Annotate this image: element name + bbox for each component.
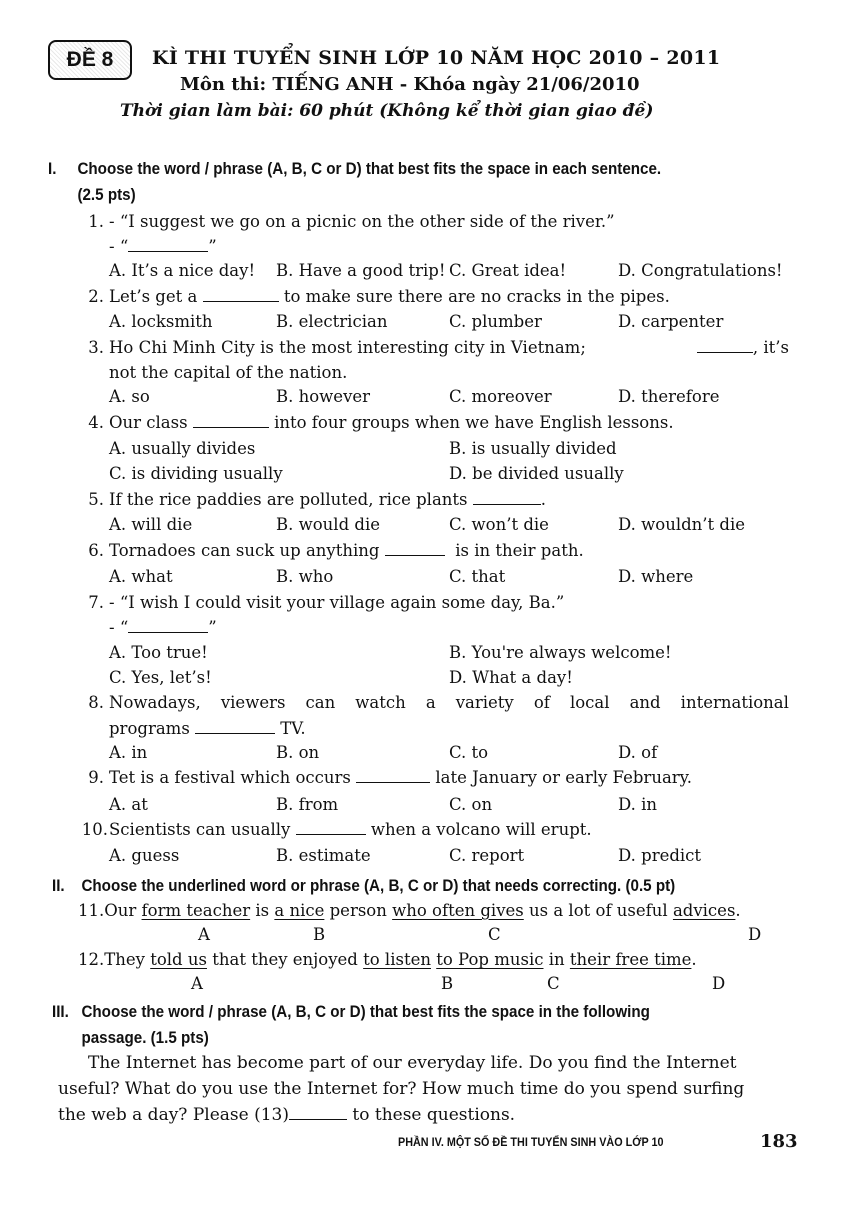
q11-letter-d: D <box>748 925 762 944</box>
q12-option-a[interactable]: told us <box>150 950 207 969</box>
section-1-heading: I. Choose the word / phrase (A, B, C or D) that best fits the space in each sentence. (2.5 pts) <box>48 160 662 204</box>
q5-option-d[interactable]: D. wouldn’t die <box>618 515 746 534</box>
q5-option-b[interactable]: B. would die <box>276 515 380 534</box>
answer-blank[interactable] <box>128 237 208 252</box>
q4-option-b[interactable]: B. is usually divided <box>449 439 617 458</box>
footer-label: PHẦN IV. MỘT SỐ ĐỀ THI TUYỂN SINH VÀO LỚP 10 <box>398 1135 664 1149</box>
q8-option-d[interactable]: D. of <box>618 743 658 762</box>
q11-option-b[interactable]: a nice <box>274 901 325 920</box>
q4-option-a[interactable]: A. usually divides <box>109 439 256 458</box>
q3-option-b[interactable]: B. however <box>276 387 371 406</box>
q6-option-a[interactable]: A. what <box>109 567 173 586</box>
q8-option-c[interactable]: C. to <box>449 743 489 762</box>
q2-option-c[interactable]: C. plumber <box>449 312 542 331</box>
answer-blank[interactable] <box>473 490 541 505</box>
q1-option-d[interactable]: D. Congratulations! <box>618 261 783 280</box>
exam-number-badge: ĐỀ 8 <box>48 40 132 80</box>
exam-time: Thời gian làm bài: 60 phút (Không kể thời gian giao đề) <box>120 101 654 121</box>
q2-option-d[interactable]: D. carpenter <box>618 312 724 331</box>
q7-option-b[interactable]: B. You're always welcome! <box>449 643 672 662</box>
q12-letter-d: D <box>712 974 726 993</box>
answer-blank[interactable] <box>296 820 366 835</box>
q2-option-a[interactable]: A. locksmith <box>109 312 213 331</box>
question-8-line2: programs TV. <box>109 719 306 738</box>
page-number: 183 <box>760 1131 798 1152</box>
q6-option-c[interactable]: C. that <box>449 567 506 586</box>
q7-option-d[interactable]: D. What a day! <box>449 668 573 687</box>
q4-option-d[interactable]: D. be divided usually <box>449 464 624 483</box>
q9-option-c[interactable]: C. on <box>449 795 493 814</box>
section-3-heading: III. Choose the word / phrase (A, B, C or D) that best fits the space in the following passage. (1.5 pts) <box>52 1003 650 1047</box>
q4-option-c[interactable]: C. is dividing usually <box>109 464 283 483</box>
q1-option-c[interactable]: C. Great idea! <box>449 261 567 280</box>
q10-option-b[interactable]: B. estimate <box>276 846 371 865</box>
q7-option-c[interactable]: C. Yes, let’s! <box>109 668 212 687</box>
q11-letter-c: C <box>488 925 501 944</box>
q12-option-d[interactable]: their free time <box>569 950 692 969</box>
q11-letter-b: B <box>313 925 326 944</box>
q12-option-c[interactable]: to Pop music <box>436 950 544 969</box>
q11-option-a[interactable]: form teacher <box>141 901 251 920</box>
q5-option-c[interactable]: C. won’t die <box>449 515 549 534</box>
q9-option-a[interactable]: A. at <box>109 795 148 814</box>
q12-option-b[interactable]: to listen <box>363 950 431 969</box>
q12-letter-c: C <box>547 974 560 993</box>
q6-option-b[interactable]: B. who <box>276 567 334 586</box>
question-7-reply: - “ ” <box>109 618 217 637</box>
answer-blank[interactable] <box>128 618 208 633</box>
exam-title: KÌ THI TUYỂN SINH LỚP 10 NĂM HỌC 2010 – 2011 <box>152 47 721 69</box>
exam-subject: Môn thi: TIẾNG ANH - Khóa ngày 21/06/2010 <box>180 74 640 95</box>
question-3-line2: not the capital of the nation. <box>109 363 348 382</box>
answer-blank[interactable] <box>193 413 269 428</box>
q8-option-b[interactable]: B. on <box>276 743 320 762</box>
exam-page: ĐỀ 8 KÌ THI TUYỂN SINH LỚP 10 NĂM HỌC 2010 – 2011 Môn thi: TIẾNG ANH - Khóa ngày 21/06/2010 Thời gian làm bài: 60 phút (Không kể thời gian giao đề) I. Choose the word / phrase (A, B, C or D) that best fits the space in each sentence. (2.5 pts) 1. - “I suggest we go on a picnic on the other side of the river.” - “ ” A. It’s a nice day! B. Have a good trip! C. Great idea! D. Congratulations! 2. Let’s get a to make sure there are no cracks in the pipes. A. locksmith B. electrician C. plumber D. carpenter 3. Ho Chi Minh City is the most interesting city in Vietnam; , it’s not the capital of the nation. A. so B. however C. moreover D. therefore 4. Our class into four groups when we have English lessons. A. usually divides B. is usually divided C. is dividing usually D. be divided usually 5. If the rice paddies are polluted, rice plants . A. will die B. would die C. won’t die D. wouldn’t die 6. Tornadoes can suck up anything is in their path. A. what B. who C. that D. where 7. - “I wish I could visit your village again some day, Ba.” - “ ” A. Too true! B. You're always welcome! C. Yes, let’s! D. What a day! 8. Nowadays, viewers can watch a variety of local and international programs TV. A. in B. on C. to D. of 9. Tet is a festival which occurs late January or early February. A. at B. from C. on D. in 10. Scientists can usually when a volcano will erupt. A. guess B. estimate C. report D. predict II. Choose the underlined word or phrase (A, B, C or D) that needs correcting. (0.5 pt) 11.Our form teacher is a nice person who often gives us a lot of useful advices. A B C D 12.They told us that they enjoyed to listen to Pop music in their free time. A B C D III. Choose the word / phrase (A, B, C or D) that best fits the space in the following passage. (1.5 pts) The Internet has become part of our everyday life. Do you find the Internet useful? What do you use the Internet for? How much time do you spend surfing the web a day? Please (13) to these questions. PHẦN IV. MỘT SỐ ĐỀ THI TUYỂN SINH VÀO LỚP 10 183 <box>0 0 862 1216</box>
q11-option-c[interactable]: who often gives <box>392 901 524 920</box>
section-2-heading: II. Choose the underlined word or phrase (A, B, C or D) that needs correcting. (0.5 pt) <box>52 877 676 895</box>
q10-option-a[interactable]: A. guess <box>109 846 180 865</box>
q1-option-b[interactable]: B. Have a good trip! <box>276 261 446 280</box>
reading-passage: The Internet has become part of our everyday life. Do you find the Internet useful? What do you use the Internet for? How much time do you spend surfing the web a day? Please (13) to these questions. <box>58 1053 745 1125</box>
q1-option-a[interactable]: A. It’s a nice day! <box>109 261 256 280</box>
q8-option-a[interactable]: A. in <box>109 743 148 762</box>
q7-option-a[interactable]: A. Too true! <box>109 643 208 662</box>
q12-letter-a: A <box>191 974 203 993</box>
q5-option-a[interactable]: A. will die <box>109 515 193 534</box>
q3-option-a[interactable]: A. so <box>109 387 150 406</box>
answer-blank[interactable] <box>195 719 275 734</box>
q11-letter-a: A <box>198 925 210 944</box>
answer-blank[interactable] <box>385 541 445 556</box>
q12-letter-b: B <box>441 974 454 993</box>
question-12: 12.They told us that they enjoyed to listen to Pop music in their free time. <box>78 950 697 969</box>
answer-blank[interactable] <box>203 287 279 302</box>
q10-option-d[interactable]: D. predict <box>618 846 702 865</box>
answer-blank[interactable] <box>289 1105 347 1120</box>
q9-option-b[interactable]: B. from <box>276 795 339 814</box>
question-1-reply: - “ ” <box>109 237 217 256</box>
q6-option-d[interactable]: D. where <box>618 567 694 586</box>
answer-blank[interactable] <box>356 768 430 783</box>
q3-option-c[interactable]: C. moreover <box>449 387 552 406</box>
answer-blank[interactable] <box>697 338 753 353</box>
q2-option-b[interactable]: B. electrician <box>276 312 388 331</box>
q10-option-c[interactable]: C. report <box>449 846 525 865</box>
question-11: 11.Our form teacher is a nice person who often gives us a lot of useful advices. <box>78 901 741 920</box>
q11-option-d[interactable]: advices <box>672 901 736 920</box>
q3-option-d[interactable]: D. therefore <box>618 387 720 406</box>
q9-option-d[interactable]: D. in <box>618 795 658 814</box>
